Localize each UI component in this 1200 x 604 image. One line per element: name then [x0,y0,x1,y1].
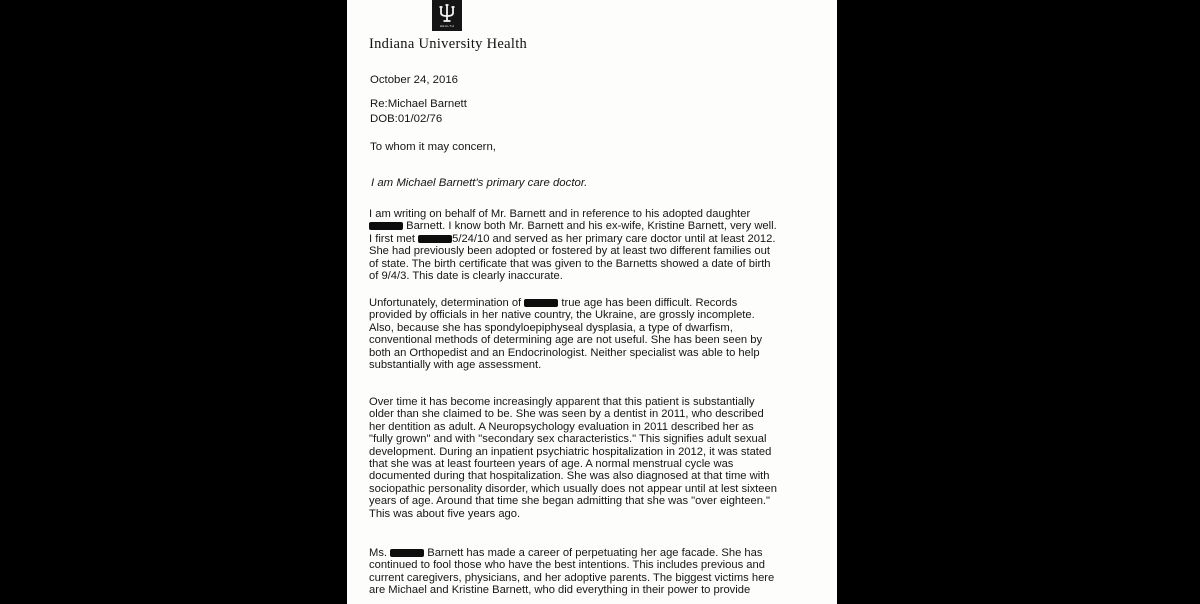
line-text-before: I first met [369,232,419,245]
line-text-after: 5/24/10 and served as her primary care doctor until at least 2012. [452,232,776,245]
intro-line: I am Michael Barnett's primary care doctor. [371,177,588,189]
paragraph-line: conventional methods of determining age are not useful. She has been seen by [369,334,763,347]
letter-page [347,0,837,604]
redaction-mark [369,222,403,230]
paragraph-line [369,297,809,309]
paragraph-line: older than she claimed to be. She was seen by a dentist in 2011, who described [369,408,764,421]
letter-date: October 24, 2016 [370,74,459,86]
paragraph-age-evidence [369,396,809,520]
trident-icon [432,0,462,31]
paragraph-line: her dentition as adult. A Neuropsychology evaluation in 2011 described her as [369,420,754,433]
paragraph-line: provided by officials in her native country, the Ukraine, are grossly incomplete. [369,309,755,322]
paragraph-line: of 9/4/3. This date is clearly inaccurate. [369,270,563,283]
dob-line: DOB:01/02/76 [370,113,443,125]
paragraph-line: Also, because she has spondyloepiphyseal dysplasia, a type of dwarfism, [369,321,733,334]
paragraph-line: Over time it has become increasingly apparent that this patient is substantially [369,396,755,408]
paragraph-age-determination [369,297,809,371]
redaction-mark [524,299,558,307]
redaction-mark [390,549,424,557]
paragraph-line [369,233,809,245]
paragraph-line: are Michael and Kristine Barnett, who did everything in their power to provide [369,584,751,597]
paragraph-line: I am writing on behalf of Mr. Barnett and in reference to his adopted daughter [369,208,751,220]
paragraph-age-facade [369,547,809,597]
paragraph-line: continued to fool those who have the best intentions. This includes previous and [369,559,765,572]
paragraph-line [369,547,809,559]
paragraph-relationship [369,208,809,282]
logo-caption: HEALTH [439,24,455,28]
line-text-after: Barnett has made a career of perpetuating her age facade. She has [424,547,763,559]
organization-name: Indiana University Health [369,36,528,52]
re-line: Re:Michael Barnett [370,98,467,110]
paragraph-line: that she was at least fourteen years of age. A normal menstrual cycle was [369,458,734,471]
paragraph-line: current caregivers, physicians, and her adoptive parents. The biggest victims here [369,571,775,584]
paragraph-line: substantially with age assessment. [369,359,542,372]
line-text-before: Unfortunately, determination of [369,297,525,309]
paragraph-line: years of age. Around that time she began admitting that she was "over eighteen." [369,495,770,508]
paragraph-line: sociopathic personality disorder, which usually does not appear until at lest sixteen [369,482,777,495]
salutation: To whom it may concern, [370,141,496,153]
redaction-mark [418,235,452,243]
paragraph-line: She had previously been adopted or fostered by at least two different families out [369,245,770,258]
paragraph-line [369,220,809,232]
line-text-before: Ms. [369,547,391,559]
line-text-after: true age has been difficult. Records [558,297,738,309]
paragraph-line: "fully grown" and with "secondary sex characteristics." This signifies adult sexual [369,433,767,446]
trident-glyph [437,3,457,23]
paragraph-line: development. During an inpatient psychiatric hospitalization in 2012, it was stated [369,445,772,458]
line-text-after: Barnett. I know both Mr. Barnett and his ex-wife, Kristine Barnett, very well. [403,220,777,233]
paragraph-line: documented during that hospitalization. She was also diagnosed at that time with [369,470,770,483]
paragraph-line: both an Orthopedist and an Endocrinologist. Neither specialist was able to help [369,346,760,359]
paragraph-line: This was about five years ago. [369,507,521,520]
paragraph-line: of state. The birth certificate that was given to the Barnetts showed a date of birth [369,257,771,270]
